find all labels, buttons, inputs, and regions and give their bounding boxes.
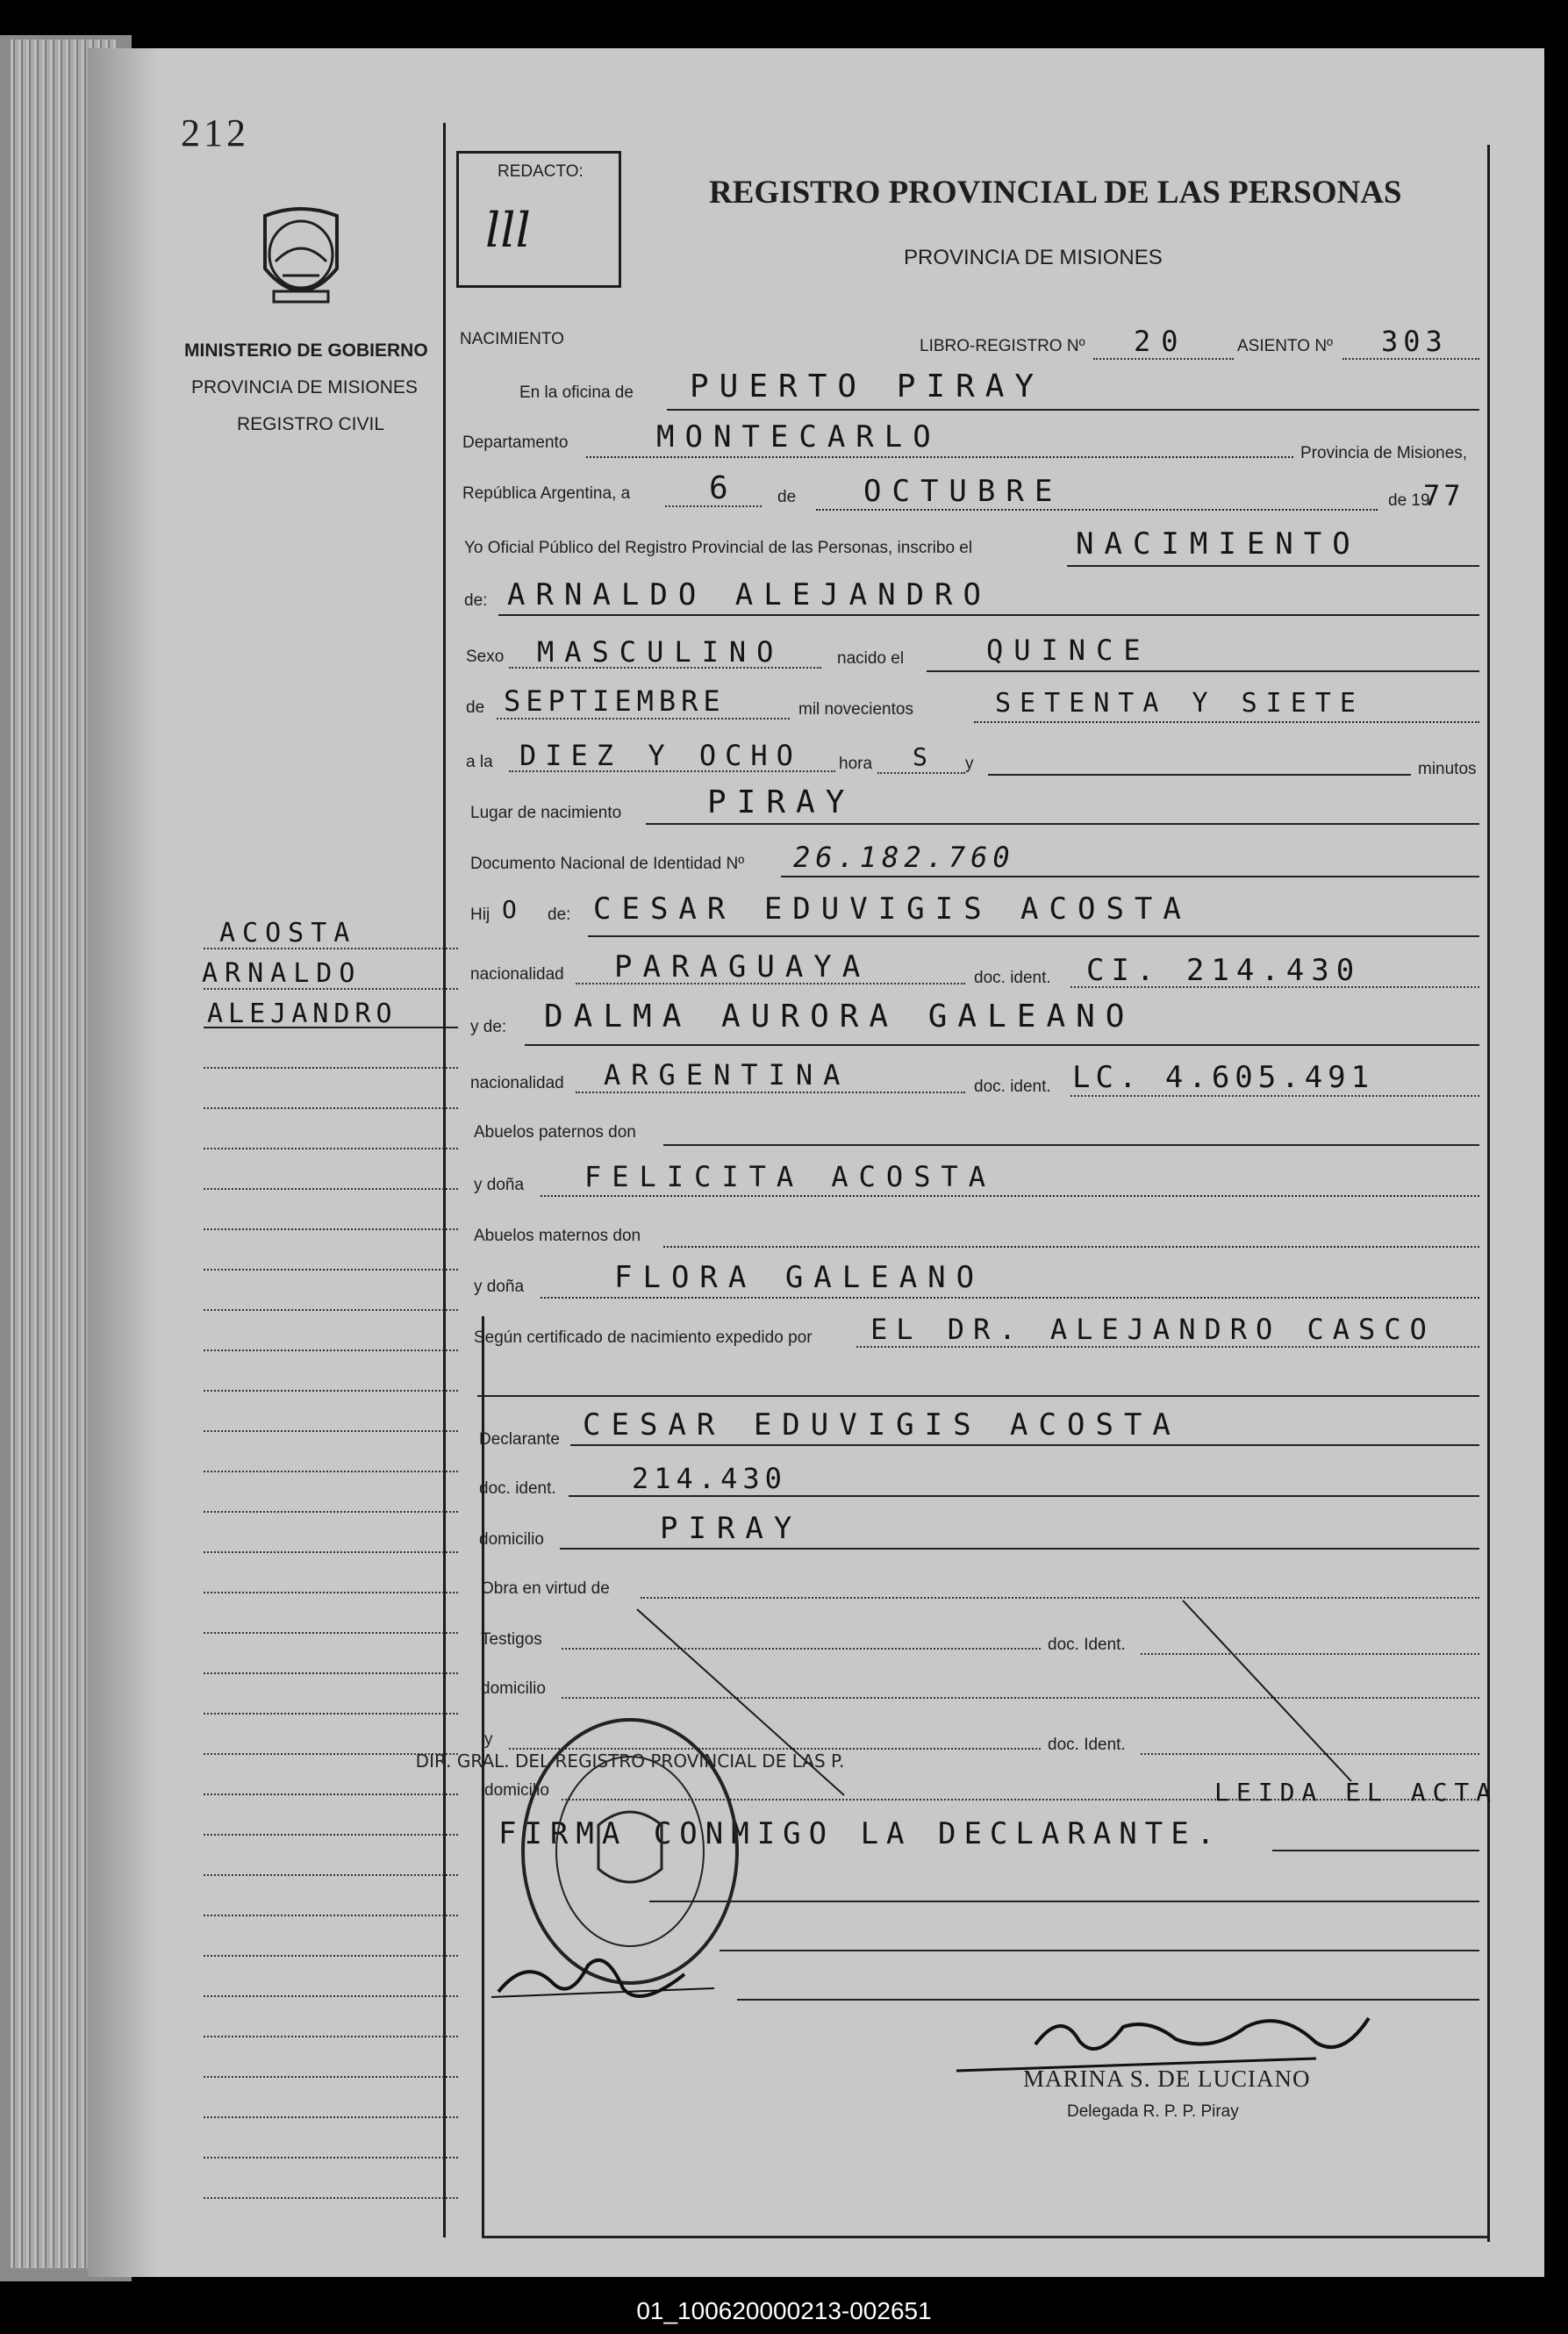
ministry-label: MINISTERIO DE GOBIERNO: [184, 340, 428, 361]
madre-value: DALMA AURORA GALEANO: [544, 999, 1135, 1035]
form-bottom-border: [482, 2236, 1489, 2238]
hora-label: hora: [839, 755, 873, 773]
redacto-initials: lll: [485, 203, 531, 258]
minutos-label: minutos: [1418, 760, 1477, 778]
yde-label: y de:: [470, 1018, 507, 1036]
ala-label: a la: [466, 753, 493, 771]
nacimiento-label: NACIMIENTO: [460, 330, 564, 348]
right-form-border: [1487, 145, 1490, 2242]
registry-label: REGISTRO CIVIL: [237, 414, 385, 434]
abuela-pat-value: FELICITA ACOSTA: [584, 1160, 996, 1193]
asiento-value: 303: [1381, 325, 1448, 358]
declarante-value: CESAR EDUVIGIS ACOSTA: [583, 1407, 1181, 1443]
testigos-label: Testigos: [481, 1630, 542, 1649]
testigo2-domicilio-label: domicilio: [484, 1781, 549, 1800]
madre-doc-value: LC. 4.605.491: [1072, 1060, 1375, 1095]
nacionalidad-label: nacionalidad: [470, 965, 564, 984]
hora-value: DIEZ Y OCHO: [519, 739, 802, 772]
anio-value: 77: [1423, 479, 1464, 512]
nacionalidad-madre-label: nacionalidad: [470, 1074, 564, 1092]
ydona-mat-label: y doña: [474, 1278, 525, 1296]
testigo2-y-label: y: [484, 1730, 493, 1749]
de-label: de: [777, 488, 797, 506]
hij-de-label: de:: [548, 906, 571, 924]
mil-label: mil novecientos: [798, 700, 913, 719]
segun-label: Según certificado de nacimiento expedido por: [474, 1328, 813, 1347]
left-form-border: [443, 123, 446, 2237]
abuelos-mat-label: Abuelos maternos don: [474, 1227, 641, 1245]
redacto-box: [456, 151, 621, 288]
doc-ident-madre-label: doc. ident.: [974, 1078, 1051, 1096]
sexo-label: Sexo: [466, 648, 505, 666]
de19-label: de 19: [1388, 491, 1430, 510]
declarante-label: Declarante: [479, 1430, 560, 1449]
margin-surname: ACOSTA: [219, 918, 357, 949]
dia-value: 6: [709, 470, 739, 506]
dia-nac-value: QUINCE: [986, 634, 1151, 667]
lugar-value: PIRAY: [707, 784, 856, 820]
anio-nac-value: SETENTA Y SIETE: [995, 688, 1364, 719]
doc-ident-label: doc. ident.: [974, 969, 1051, 987]
inner-form-border: [482, 1316, 484, 2237]
doc-ident2-label: doc. ident.: [479, 1479, 556, 1498]
oficina-label: En la oficina de: [519, 383, 634, 402]
ydona-pat-label: y doña: [474, 1176, 525, 1194]
dni-value: 26.182.760: [793, 841, 1015, 874]
hora-s: S: [913, 742, 938, 771]
abuela-mat-value: FLORA GALEANO: [614, 1260, 985, 1295]
testigo2-doc-label: doc. Ident.: [1048, 1736, 1126, 1754]
declarant-signature: [491, 1939, 720, 2018]
signer-position: Delegada R. P. P. Piray: [1067, 2102, 1239, 2121]
page-shadow: [88, 48, 158, 2277]
de-persona-label: de:: [464, 591, 488, 610]
oficina-value: PUERTO PIRAY: [690, 369, 1045, 405]
nacido-label: nacido el: [837, 649, 905, 668]
hij-suffix: O: [502, 895, 527, 924]
padre-doc-value: CI. 214.430: [1086, 953, 1362, 988]
domicilio-value: PIRAY: [660, 1511, 803, 1546]
firma-value: FIRMA CONMIGO LA DECLARANTE.: [498, 1816, 1223, 1851]
scan-id: 01_100620000213-002651: [636, 2297, 932, 2324]
mes-value: OCTUBRE: [863, 474, 1063, 509]
document-title: REGISTRO PROVINCIAL DE LAS PERSONAS: [709, 175, 1402, 211]
province-coat-of-arms: [247, 200, 354, 314]
nombre-value: ARNALDO ALEJANDRO: [507, 577, 992, 612]
madre-nac-value: ARGENTINA: [604, 1058, 851, 1092]
asiento-label: ASIENTO Nº: [1237, 337, 1333, 355]
dni-label: Documento Nacional de Identidad Nº: [470, 855, 745, 873]
testigo1-domicilio-label: domicilio: [481, 1679, 546, 1698]
y-label: y: [965, 755, 974, 773]
sexo-value: MASCULINO: [537, 635, 784, 669]
signed-name: MARINA S. DE LUCIANO: [1023, 2066, 1311, 2092]
de2-label: de: [466, 698, 485, 717]
abuelos-pat-label: Abuelos paternos don: [474, 1123, 636, 1142]
testigo1-doc-label: doc. Ident.: [1048, 1636, 1126, 1654]
provincia-suffix: Provincia de Misiones,: [1300, 444, 1468, 462]
mes-nac-value: SEPTIEMBRE: [504, 684, 726, 718]
margin-name-1: ARNALDO: [202, 958, 362, 989]
padre-value: CESAR EDUVIGIS ACOSTA: [593, 891, 1192, 927]
obra-label: Obra en virtud de: [481, 1579, 610, 1598]
document-subtitle: PROVINCIA DE MISIONES: [904, 246, 1163, 269]
padre-nac-value: PARAGUAYA: [614, 949, 871, 984]
redacto-label: REDACTO:: [498, 162, 584, 181]
hij-label: Hij: [470, 906, 490, 924]
lugar-label: Lugar de nacimiento: [470, 804, 622, 822]
decl-doc-value: 214.430: [632, 1462, 787, 1495]
domicilio-label: domicilio: [479, 1530, 544, 1549]
segun-value: EL DR. ALEJANDRO CASCO: [870, 1313, 1436, 1346]
libro-value: 20: [1134, 325, 1189, 358]
page-number: 212: [181, 111, 249, 154]
province-label: PROVINCIA DE MISIONES: [191, 377, 418, 397]
departamento-value: MONTECARLO: [656, 419, 942, 455]
oficial-label: Yo Oficial Público del Registro Provincial de las Personas, inscribo el: [464, 539, 973, 557]
departamento-label: Departamento: [462, 433, 569, 452]
leida-value: LEIDA EL ACTA: [1214, 1778, 1499, 1807]
libro-label: LIBRO-REGISTRO Nº: [920, 337, 1085, 355]
acto-value: NACIMIENTO: [1076, 526, 1361, 562]
republica-label: República Argentina, a: [462, 484, 631, 503]
stamp-text: DIR. GRAL. DEL REGISTRO PROVINCIAL DE LAS P.: [415, 1750, 845, 1772]
margin-name-2: ALEJANDRO: [207, 999, 397, 1029]
